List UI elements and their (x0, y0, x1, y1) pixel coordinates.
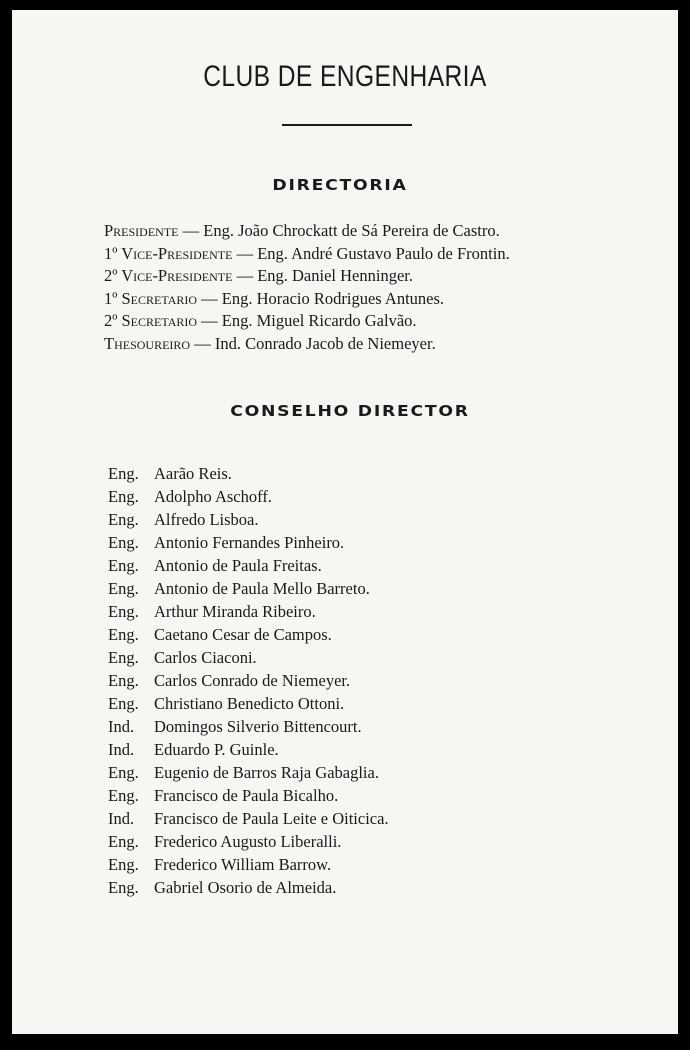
member-name: Christiano Benedicto Ottoni. (154, 694, 345, 713)
member-prefix: Eng. (108, 533, 139, 552)
officer-row (104, 220, 510, 243)
member-prefix: Eng. (108, 579, 139, 598)
member-prefix: Eng. (108, 671, 139, 690)
page-title: CLUB DE ENGENHARIA (203, 60, 487, 93)
member-row (108, 623, 389, 646)
member-prefix: Eng. (108, 832, 139, 851)
conselho-list (108, 462, 389, 899)
officer-separator: — (197, 288, 222, 308)
officer-separator: — (232, 266, 258, 285)
conselho-heading: CONSELHO DIRECTOR (230, 402, 470, 420)
officer-role: Presidente (104, 221, 179, 240)
member-row (108, 669, 389, 692)
member-prefix: Eng. (108, 556, 139, 575)
member-row (108, 692, 389, 715)
member-name: Frederico Augusto Liberalli. (154, 832, 342, 851)
officer-name: Eng. Miguel Ricardo Galvão. (221, 311, 417, 330)
member-row (108, 715, 389, 738)
officer-row (104, 288, 510, 311)
officer-role: 1º Vice-Presidente (104, 243, 233, 263)
member-prefix: Eng. (108, 878, 139, 897)
member-name: Francisco de Paula Bicalho. (154, 786, 339, 805)
member-name: Arthur Miranda Ribeiro. (154, 602, 316, 621)
officer-name: Eng. Horacio Rodrigues Antunes. (221, 288, 445, 308)
member-row (108, 807, 389, 830)
member-row (108, 646, 389, 669)
member-name: Gabriel Osorio de Almeida. (154, 878, 337, 897)
member-row (108, 508, 389, 531)
member-row (108, 853, 389, 876)
directoria-heading: DIRECTORIA (272, 176, 408, 194)
member-name: Eduardo P. Guinle. (154, 740, 279, 759)
member-prefix: Eng. (108, 694, 139, 713)
member-name: Aarão Reis. (154, 464, 232, 483)
member-row (108, 600, 389, 623)
member-name: Adolpho Aschoff. (154, 487, 272, 506)
member-row (108, 577, 389, 600)
member-row (108, 830, 389, 853)
member-row (108, 784, 389, 807)
member-prefix: Ind. (108, 717, 135, 736)
member-prefix: Eng. (108, 625, 139, 644)
member-prefix: Eng. (108, 648, 139, 667)
officer-name: Ind. Conrado Jacob de Niemeyer. (214, 333, 436, 353)
officer-name: Eng. André Gustavo Paulo de Frontin. (257, 243, 510, 263)
officer-role: Thesoureiro (104, 333, 191, 353)
member-prefix: Ind. (108, 809, 135, 828)
member-prefix: Eng. (108, 763, 139, 782)
member-prefix: Eng. (108, 464, 139, 483)
member-prefix: Eng. (108, 786, 139, 805)
officer-separator: — (178, 221, 204, 240)
member-prefix: Eng. (108, 855, 139, 874)
member-name: Carlos Conrado de Niemeyer. (154, 671, 351, 690)
member-prefix: Eng. (108, 487, 139, 506)
member-prefix: Ind. (108, 740, 135, 759)
member-row (108, 485, 389, 508)
document-page (12, 10, 678, 1034)
member-prefix: Eng. (108, 510, 139, 529)
member-row (108, 876, 389, 899)
officer-separator: — (190, 333, 215, 353)
member-name: Alfredo Lisboa. (154, 510, 259, 529)
member-name: Antonio Fernandes Pinheiro. (154, 533, 345, 552)
member-name: Antonio de Paula Mello Barreto. (154, 579, 370, 598)
officer-role: 2º Vice-Presidente (104, 266, 233, 285)
officer-separator: — (197, 311, 222, 330)
member-name: Carlos Ciaconi. (154, 648, 257, 667)
title-divider (282, 124, 412, 126)
officer-row (104, 310, 510, 333)
officer-row (104, 265, 510, 288)
member-name: Francisco de Paula Leite e Oiticica. (154, 809, 389, 828)
officer-name: Eng. Daniel Henninger. (257, 266, 413, 285)
member-row (108, 554, 389, 577)
member-name: Domingos Silverio Bittencourt. (154, 717, 362, 736)
member-row (108, 761, 389, 784)
officer-name: Eng. João Chrockatt de Sá Pereira de Castro. (203, 221, 500, 240)
officer-role: 1º Secretario (104, 288, 198, 308)
officer-row (104, 333, 510, 356)
directoria-list (104, 220, 510, 355)
officer-role: 2º Secretario (104, 311, 198, 330)
member-prefix: Eng. (108, 602, 139, 621)
officer-separator: — (232, 243, 258, 263)
member-name: Antonio de Paula Freitas. (154, 556, 322, 575)
member-row (108, 462, 389, 485)
officer-row (104, 243, 510, 266)
member-row (108, 531, 389, 554)
member-name: Frederico William Barrow. (154, 855, 332, 874)
member-name: Eugenio de Barros Raja Gabaglia. (154, 763, 379, 782)
member-name: Caetano Cesar de Campos. (154, 625, 332, 644)
member-row (108, 738, 389, 761)
